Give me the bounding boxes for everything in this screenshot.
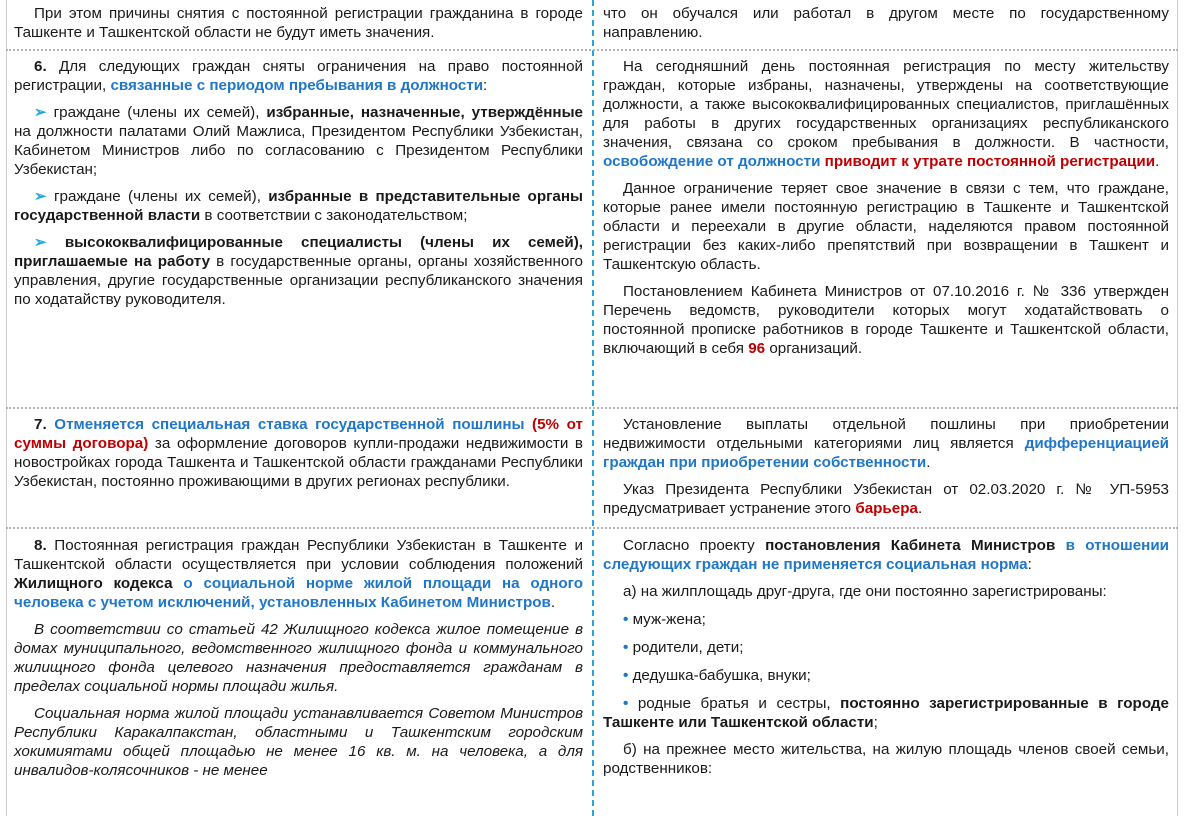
row-divider	[6, 527, 1178, 529]
arrow-bullet-icon: ➢	[34, 188, 47, 205]
list-item	[603, 610, 1169, 629]
comment-text: Постановлением Кабинета Министров от 07.10.2016 г. № 336 утвержден Перечень ведомств, руководители которых могут ходатайствовать о постоянной прописке работников в городе Ташкенте и Ташкентской области, включающий в себя	[603, 283, 1169, 357]
row1-right-text: что он обучался или работал в другом месте по государственному направлению.	[603, 5, 1169, 41]
list-item-bold: постоянно зарегистрированные в городе Ташкенте или Ташкентской области	[603, 695, 1169, 731]
comment-highlight-red: 96	[748, 340, 766, 357]
list-item	[603, 666, 1169, 685]
row2-right-cell	[603, 57, 1169, 366]
comment-end: организаций.	[765, 340, 863, 357]
item-number: 8.	[34, 537, 47, 554]
bullet-bold: избранные в представительные органы государственной власти	[14, 188, 584, 224]
comment-end: .	[1155, 153, 1160, 170]
row1-left-text: При этом причины снятия с постоянной регистрации гражданина в городе Ташкенте и Ташкентской области не будут иметь значения.	[14, 5, 583, 41]
row1-right-cell	[603, 4, 1169, 50]
bullet-text-end: в соответствии с законодательством;	[200, 207, 468, 224]
row-divider	[6, 407, 1178, 409]
row4-right-cell	[603, 536, 1169, 786]
item8-comment-1	[603, 536, 1169, 574]
comment-text: На сегодняшний день постоянная регистрация по месту жительству граждан, которые избраны, назначены, утверждены на соответствующие должности, а также высококвалифицированных специалистов, приглашённых для работы в других государственных организациях республиканского значения, связана со сроком пребывания в должности. В частности,	[603, 58, 1169, 151]
item6-intro	[14, 57, 583, 95]
row3-left-cell	[14, 415, 583, 499]
comment-highlight-red: барьера	[855, 500, 918, 517]
arrow-bullet-icon: ➢	[34, 234, 47, 251]
item6-bullet-1	[14, 103, 583, 179]
bullet-dot-icon: •	[623, 611, 629, 628]
item6-bullet-2	[14, 187, 583, 225]
item8-highlight-blue: о социальной норме жилой площади на одного человека с учетом исключений, установленных Кабинетом Министров	[14, 575, 583, 611]
item6-bullet-3	[14, 233, 583, 309]
list-item-end: ;	[873, 714, 878, 731]
bullet-text-end: в государственные органы, органы хозяйственного управления, другие государственные организации республиканского значения по ходатайству руководителя.	[14, 253, 583, 308]
list-item-text: муж-жена;	[632, 611, 706, 628]
item-number: 6.	[34, 58, 47, 75]
item6-intro-end: :	[483, 77, 488, 94]
list-item-text: родные братья и сестры,	[637, 695, 841, 712]
item8-comment-2: а) на жилплощадь друг-друга, где они постоянно зарегистрированы:	[623, 583, 1107, 600]
item8-italic-1: В соответствии со статьей 42 Жилищного кодекса жилое помещение в домах муниципального, ведомственного жилищного фонда и коммунального жилищного фонда целевого назначения предоставляется гражданам в пределах социальной нормы площади жилья.	[14, 621, 583, 695]
bullet-dot-icon: •	[623, 667, 629, 684]
bullet-bold: избранные, назначенные, утверждённые	[266, 104, 583, 121]
item6-comment-1	[603, 57, 1169, 171]
comment-end: :	[1027, 556, 1032, 573]
comment-text: Согласно проекту	[623, 537, 766, 554]
comment-bold: постановления Кабинета Министров	[765, 537, 1056, 554]
item6-comment-2: Данное ограничение теряет свое значение в связи с тем, что граждане, которые ранее имели постоянную регистрацию в Ташкенте и Ташкентской области и переехали в другие области, наделяются правом постоянной регистрации без каких-либо препятствий при возвращении в Ташкент и Ташкентскую область.	[603, 180, 1169, 273]
list-item	[603, 694, 1169, 732]
comment-highlight-blue: освобождение от должности	[603, 153, 821, 170]
bullet-text	[47, 234, 65, 251]
bullet-text: граждане (члены их семей),	[46, 104, 267, 121]
item8-comment-3: б) на прежнее место жительства, на жилую площадь членов своей семьи, родственников:	[603, 741, 1169, 777]
item7-comment-2	[603, 480, 1169, 518]
item8-bold: Жилищного кодекса	[14, 575, 173, 592]
item7-highlight-blue: Отменяется специальная ставка государственной пошлины	[46, 416, 525, 433]
row2-left-cell	[14, 57, 583, 317]
item8-intro: Постоянная регистрация граждан Республики Узбекистан в Ташкенте и Ташкентской области осуществляется при условии соблюдения положений	[14, 537, 583, 573]
item8-text	[14, 536, 583, 612]
comment-end: .	[917, 500, 923, 517]
item6-highlight: связанные с периодом пребывания в должности	[110, 77, 484, 94]
item7-highlight-red: (5% от суммы договора)	[14, 416, 583, 452]
bullet-dot-icon: •	[623, 695, 629, 712]
bullet-text-end: на должности палатами Олий Мажлиса, Президентом Республики Узбекистан, Кабинетом Министров либо по согласованию с Президентом Республики Узбекистан;	[14, 123, 583, 178]
bullet-dot-icon: •	[623, 639, 629, 656]
row4-left-cell	[14, 536, 583, 788]
item-number: 7.	[34, 416, 47, 433]
arrow-bullet-icon: ➢	[34, 104, 47, 121]
list-item-text: дедушка-бабушка, внуки;	[632, 667, 811, 684]
list-item	[603, 638, 1169, 657]
comment-highlight-red: приводит к утрате постоянной регистрации	[824, 153, 1156, 170]
item7-text	[14, 415, 583, 491]
comment-highlight-blue: дифференциацией граждан при приобретении собственности	[603, 435, 1169, 471]
bullet-text: граждане (члены их семей),	[46, 188, 269, 205]
item8-end: .	[550, 594, 556, 611]
comment-highlight-blue: в отношении следующих граждан не применяется социальная норма	[603, 537, 1169, 573]
list-item-text: родители, дети;	[632, 639, 744, 656]
item6-intro-text: Для следующих граждан сняты ограничения на право постоянной регистрации,	[14, 58, 583, 94]
item7-comment-1	[603, 415, 1169, 472]
item7-rest: за оформление договоров купли-продажи недвижимости в новостройках города Ташкента и Ташкентской области гражданами Республики Узбекистан, постоянно проживающими в других регионах республики.	[14, 435, 584, 490]
bullet-bold: высококвалифицированные специалисты (члены их семей), приглашаемые на работу	[14, 234, 583, 270]
row1-left-cell	[14, 4, 583, 50]
item8-italic-2: Социальная норма жилой площади устанавливается Советом Министров Республики Каракалпакстан, областными и Ташкентским городским хокимиятами общей площадью не менее 16 кв. м. на человека, а для инвалидов-колясочников - не менее	[14, 705, 583, 779]
comment-text: Указ Президента Республики Узбекистан от 02.03.2020 г. № УП-5953 предусматривает устранение этого	[603, 481, 1169, 517]
item6-comment-3	[603, 282, 1169, 358]
comment-text: Установление выплаты отдельной пошлины при приобретении недвижимости отдельными категориями лиц является	[603, 416, 1169, 452]
row3-right-cell	[603, 415, 1169, 526]
comment-end: .	[926, 454, 931, 471]
row-divider	[6, 49, 1178, 51]
